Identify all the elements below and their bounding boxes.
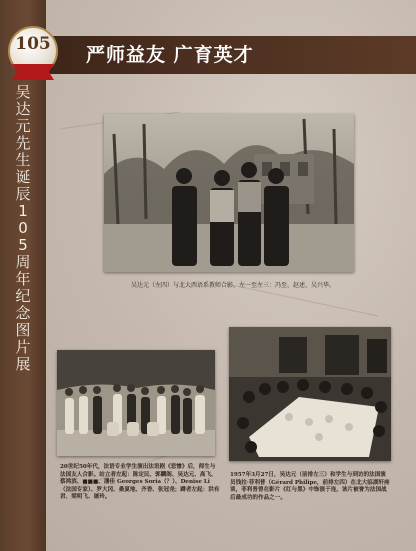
caption-gerard-philipe-meeting: 1957年3月27日，吴达元（前排左三）和学生与到访的法国演员钱拉·菲利普（Gérard Philipe，前排左四）在北大临湖轩座谈，菲利普曾在影片《红与黑》中饰演于连，该片被誉为法国战后最成功的作品之一。 [230,472,390,501]
caption-faculty-group: 吴达元（左四）与北大西语系教师合影，左一至左三：冯至、赵述、吴兴华。 [130,282,335,289]
exhibition-vertical-title: 吴达元先生诞辰105周年纪念图片展 [15,83,31,373]
badge-ribbon [12,64,54,80]
badge-number: 105 [15,34,51,54]
photo-student-play-group [57,350,215,456]
photo-gerard-philipe-meeting [229,327,391,461]
caption-student-play-group: 20世纪50年代，法语专业学生演出法语剧《悲惨》后，师生与法国友人合影。站立者左起：陈定民、郭麟阁、吴达元、高飞、蔡鸿滨、■■■、潘佳 Georges Soria（？）、Denise Li（法国专家）、罗大冈、桑夏地、齐香、张冠尧；蹲者左起：洪有君、梁明飞、屠玲。 [60,464,220,501]
photo-faculty-group [104,114,354,272]
photo-faculty-group-image [104,114,354,272]
photo-gerard-philipe-meeting-image [229,327,391,461]
page-title: 严师益友 广育英才 [86,44,254,66]
photo-student-play-group-image [57,350,215,456]
